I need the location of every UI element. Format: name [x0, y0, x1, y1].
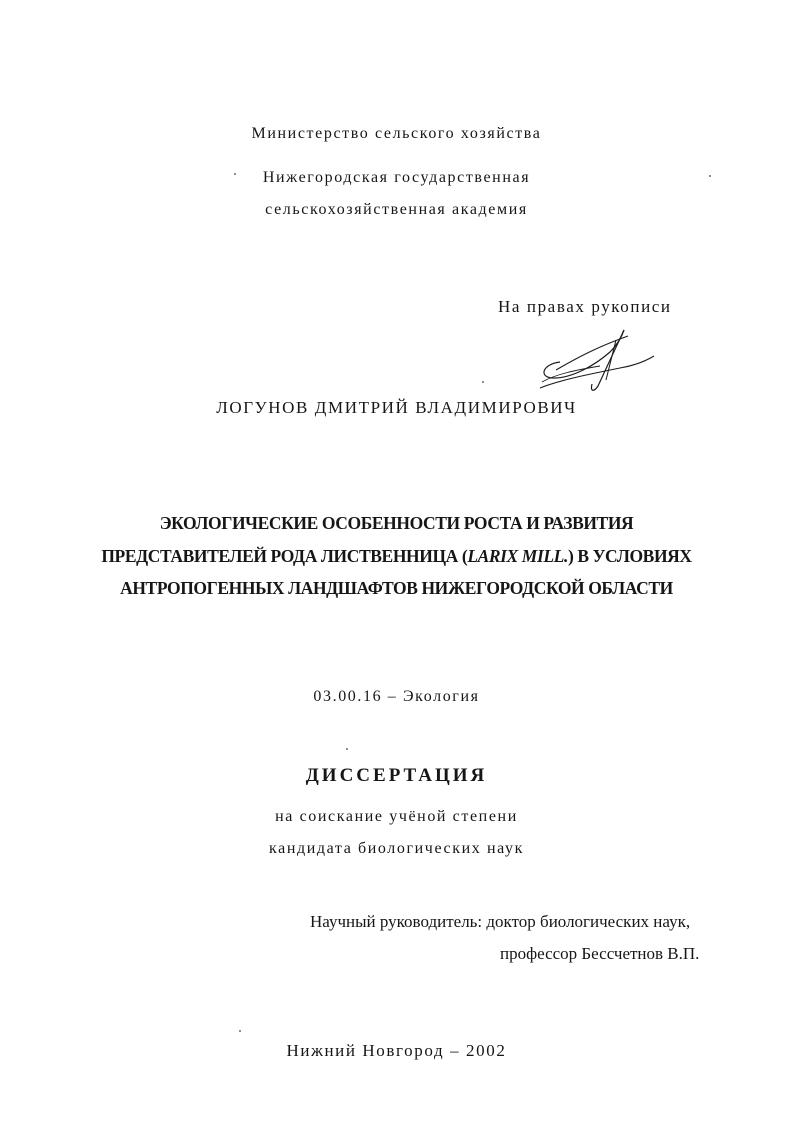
academy-name-line1: Нижегородская государственная [262, 169, 531, 186]
supervisor-line2: профессор Бессчетнов В.П. [500, 944, 700, 963]
title-line2-end: ) В УСЛОВИЯХ [567, 546, 692, 566]
author-signature [520, 322, 660, 402]
title-line2-start: ПРЕДСТАВИТЕЛЕЙ РОДА ЛИСТВЕННИЦА ( [101, 546, 468, 566]
document-type: ДИССЕРТАЦИЯ [305, 765, 488, 786]
dissertation-title-line1: ЭКОЛОГИЧЕСКИЕ ОСОБЕННОСТИ РОСТА И РАЗВИТИЯ [159, 513, 634, 533]
author-name: ЛОГУНОВ ДМИТРИЙ ВЛАДИМИРОВИЧ [216, 398, 577, 417]
scan-speck [346, 748, 348, 750]
degree-line1: на соискание учёной степени [275, 808, 518, 825]
scan-speck [709, 175, 711, 177]
degree-line2: кандидата биологических наук [268, 840, 525, 857]
scan-speck [482, 381, 484, 383]
specialty-code: 03.00.16 – Экология [313, 688, 480, 705]
manuscript-note: На правах рукописи [498, 297, 672, 316]
dissertation-title-line2 [0, 546, 793, 567]
scan-speck [239, 1030, 241, 1032]
ministry-name: Министерство сельского хозяйства [251, 125, 542, 142]
supervisor-line1: Научный руководитель: доктор биологических наук, [310, 912, 691, 931]
dissertation-title-line3: АНТРОПОГЕННЫХ ЛАНДШАФТОВ НИЖЕГОРОДСКОЙ ОБЛАСТИ [120, 578, 673, 598]
title-latin-name: LARIX MILL. [467, 546, 568, 566]
academy-name-line2: сельскохозяйственная академия [265, 201, 528, 218]
scan-speck [234, 173, 236, 175]
city-year: Нижний Новгород – 2002 [286, 1041, 507, 1060]
